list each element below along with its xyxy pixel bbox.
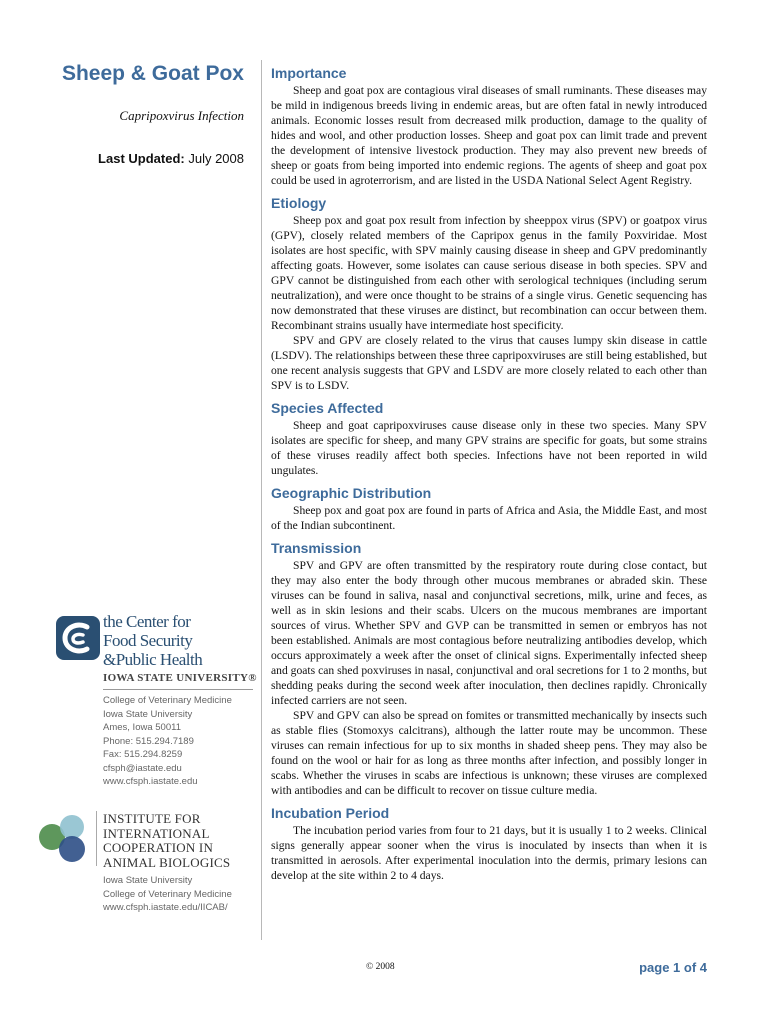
last-updated-value: July 2008 (188, 151, 244, 166)
contact-website: www.cfsph.iastate.edu (103, 776, 198, 787)
iicab-wordmark-line: INSTITUTE FOR (103, 811, 201, 826)
iicab-circles-icon (36, 813, 92, 869)
last-updated-label: Last Updated: (98, 151, 185, 166)
section-heading: Importance (271, 65, 347, 81)
main-content (271, 64, 707, 883)
cfsph-wordmark-line: &Public Health (103, 650, 203, 669)
paragraph: Sheep and goat capripoxviruses cause disease only in these two species. Many SPV isolates are specific for sheep, and many GPV strains are specific for goats, but some strains of these viruses readily affect both species. Infections have not been reported in wild ungulates. (271, 419, 707, 477)
paragraph: SPV and GPV can also be spread on fomites or transmitted mechanically by insects such as stable flies (Stomoxys calcitrans), although the latter route may be uncommon. These viruses can remain infectious for up to six months in shaded sheep pens. They may also be found on the wool or hair for as long as three months after infection, and possibly longer in scabs. Whether the viruses in scabs are infectious is unknown; these viruses are complexed with antibodies and can be difficult to recover on tissue culture media. (271, 709, 707, 797)
iicab-contact-block (103, 874, 232, 915)
contact-line: College of Veterinary Medicine (103, 695, 232, 706)
contact-line: Iowa State University (103, 708, 193, 720)
last-updated (98, 151, 244, 166)
contact-phone: Phone: 515.294.7189 (103, 735, 194, 747)
paragraph: SPV and GPV are often transmitted by the respiratory route during close contact, but they may also enter the body through other mucous membranes or abraded skin. These viruses can be found in saliva, nasal and conjunctival secretions, milk, urine and feces, as well as in skin lesions and their scabs. Ulcers on the mucous membranes are important sources of virus. Whether SPV and GVP can be transmitted in semen or embryos has not been established. Animals are most contagious before neutralizing antibodies develop, which occurs approximately a week after the onset of clinical signs. Experimentally infected sheep and goats can shed poxviruses in nasal, conjunctival and oral secretions for 1 to 2 months, but shedding peaks during the second week after inoculation, then declines rapidly. Chronically infected carriers are not seen. (271, 559, 707, 707)
contact-line: Ames, Iowa 50011 (103, 722, 181, 733)
cfsph-emblem-icon (56, 616, 100, 660)
section-importance (271, 64, 707, 188)
iicab-wordmark-line: INTERNATIONAL (103, 825, 210, 841)
contact-line: College of Veterinary Medicine (103, 888, 232, 900)
cfsph-wordmark (103, 612, 202, 669)
document-title: Sheep & Goat Pox (61, 62, 244, 85)
section-heading: Incubation Period (271, 805, 390, 821)
section-geographic-distribution (271, 484, 707, 533)
cfsph-logo (56, 612, 256, 674)
iicab-wordmark-line: COOPERATION IN (103, 840, 214, 855)
page-number: page 1 of 4 (639, 960, 707, 975)
paragraph: Sheep pox and goat pox are found in parts of Africa and Asia, the Middle East, and most of the Indian subcontinent. (271, 504, 707, 532)
section-species-affected (271, 399, 707, 478)
document-subtitle: Capripoxvirus Infection (119, 108, 244, 123)
section-etiology (271, 194, 707, 393)
copyright: © 2008 (366, 962, 395, 972)
section-heading: Etiology (271, 195, 327, 211)
section-transmission (271, 539, 707, 798)
university-name: IOWA STATE UNIVERSITY® (103, 672, 257, 684)
paragraph: The incubation period varies from four to 21 days, but it is usually 1 to 2 weeks. Clinical signs generally appear sooner when the virus is inoculated by insects than when it is transmitted in aerosols. After experimental inoculation into the dermis, primary lesions can develop at the site within 2 to 4 days. (271, 824, 707, 882)
sidebar (0, 0, 258, 1024)
iicab-wordmark (103, 812, 230, 870)
paragraph: Sheep and goat pox are contagious viral diseases of small ruminants. These diseases may be mild in indigenous breeds living in endemic areas, but are often fatal in newly introduced animals. Economic losses result from decreased milk production, damage to the quality of hides and wool, and other production losses. Sheep and goat pox can limit trade and prevent the development of intensive livestock production. They may also prevent new breeds of sheep or goats from being imported into endemic regions. The agents of sheep and goat pox could be used in agroterrorism, and are listed in the USDA National Select Agent Registry. (271, 84, 707, 187)
contact-fax: Fax: 515.294.8259 (103, 749, 183, 760)
contact-line: Iowa State University (103, 875, 193, 886)
cfsph-contact-block (103, 694, 232, 789)
contact-website: www.cfsph.iastate.edu/IICAB/ (103, 902, 228, 913)
section-heading: Species Affected (271, 400, 384, 416)
section-heading: Geographic Distribution (271, 485, 432, 501)
cfsph-wordmark-line: Food Security (103, 631, 193, 650)
section-incubation-period (271, 804, 707, 883)
university-rule (103, 689, 253, 690)
paragraph: Sheep pox and goat pox result from infection by sheeppox virus (SPV) or goatpox virus (GPV), closely related members of the Capripox genus in the family Poxviridae. Most isolates are host specific, with SPV mainly causing disease in sheep and GPV predominantly affecting goats. However, some isolates can cause serious disease in both species. SPV and GPV cannot be distinguished from each other with serological techniques (including serum neutralization), and were once thought to be strains of a single virus. Genetic sequencing has now demonstrated that these viruses are distinct, but recombination can occur between them. Recombinant strains usually have intermediate host specificity. (271, 214, 707, 332)
section-heading: Transmission (271, 540, 362, 556)
column-divider (261, 60, 262, 940)
iicab-wordmark-line: ANIMAL BIOLOGICS (103, 854, 231, 870)
cfsph-wordmark-line: the Center for (103, 612, 191, 631)
contact-email: cfsph@iastate.edu (103, 762, 182, 774)
iicab-divider (96, 811, 97, 866)
paragraph: SPV and GPV are closely related to the virus that causes lumpy skin disease in cattle (LSDV). The relationships between these three capripoxviruses are still being established, but one recent analysis suggests that GPV and LSDV are more closely related to each other than SPV is to LSDV. (271, 334, 707, 392)
